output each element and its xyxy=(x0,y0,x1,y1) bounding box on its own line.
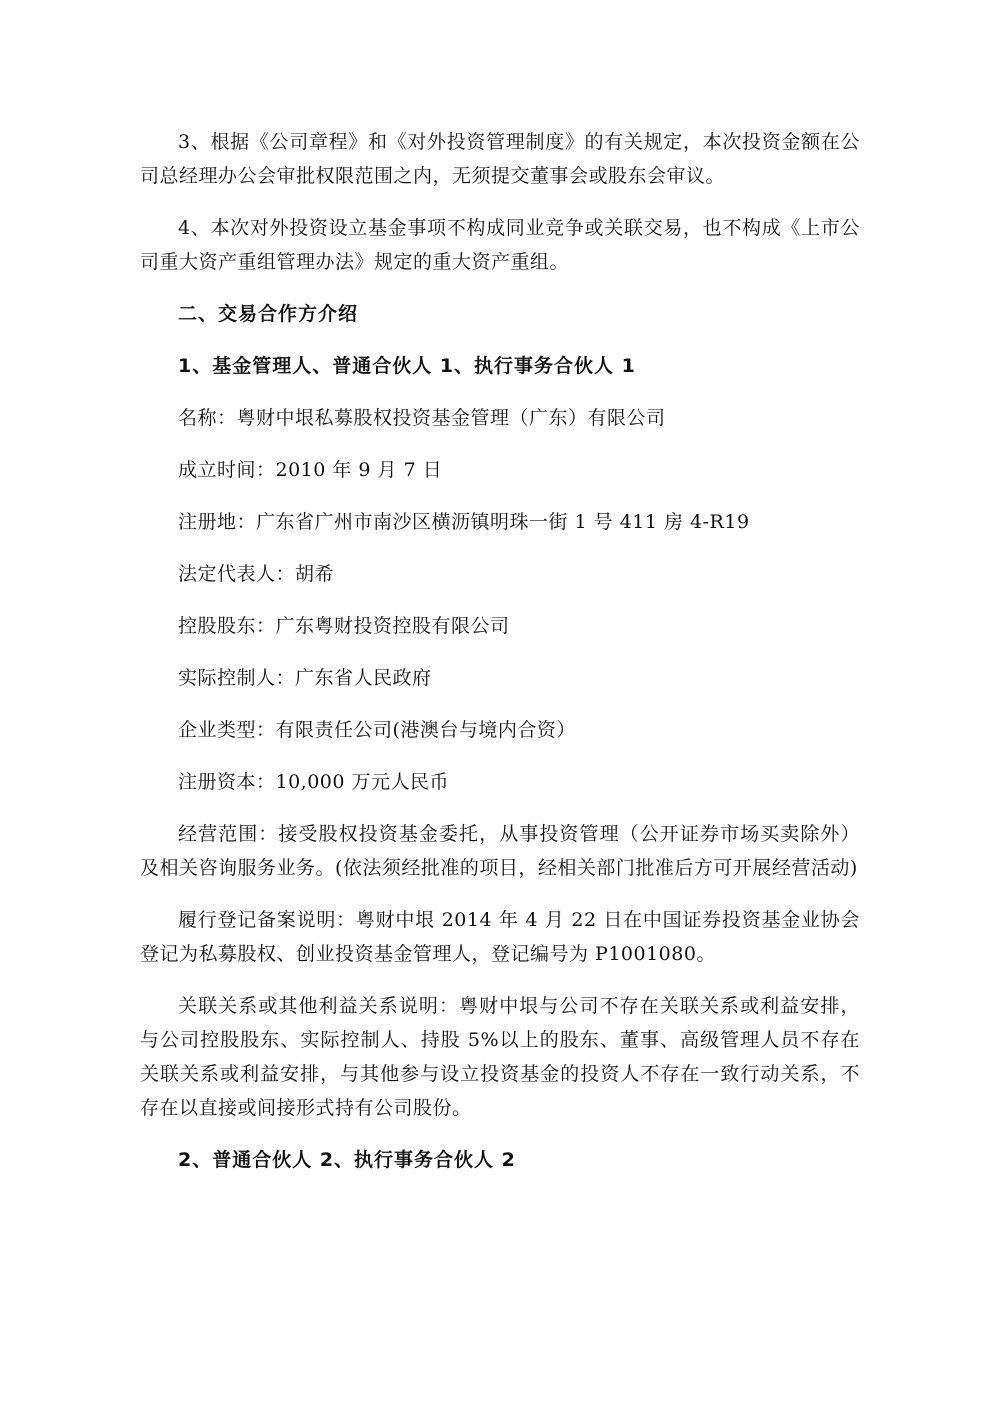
partner2-heading: 2、普通合伙人 2、执行事务合伙人 2 xyxy=(178,1149,516,1171)
partner1-registered-capital: 注册资本：10,000 万元人民币 xyxy=(178,771,450,793)
paragraph-approval-authority: 3、根据《公司章程》和《对外投资管理制度》的有关规定，本次投资金额在公司总经理办公会审批权限范围之内，无须提交董事会或股东会审议。 xyxy=(140,131,860,187)
partner1-registration-note: 履行登记备案说明：粤财中垠 2014 年 4 月 22 日在中国证券投资基金业协会登记为私募股权、创业投资基金管理人，登记编号为 P1001080。 xyxy=(140,909,860,965)
partner1-controlling-shareholder: 控股股东：广东粤财投资控股有限公司 xyxy=(178,615,510,637)
partner1-actual-controller: 实际控制人：广东省人民政府 xyxy=(178,667,432,689)
partner1-relation-note: 关联关系或其他利益关系说明：粤财中垠与公司不存在关联关系或利益安排，与公司控股股东、实际控制人、持股 5%以上的股东、董事、高级管理人员不存在关联关系或利益安排，与其他参与设立投资基金的投资人不存在一致行动关系，不存在以直接或间接形式持有公司股份。 xyxy=(140,995,860,1119)
document-body xyxy=(140,125,860,1195)
partner1-established: 成立时间：2010 年 9 月 7 日 xyxy=(178,459,443,481)
partner1-business-scope: 经营范围：接受股权投资基金委托，从事投资管理（公开证券市场买卖除外）及相关咨询服务业务。(依法须经批准的项目，经相关部门批准后方可开展经营活动) xyxy=(140,823,860,879)
partner1-enterprise-type: 企业类型：有限责任公司(港澳台与境内合资） xyxy=(178,719,576,741)
paragraph-no-related-transaction: 4、本次对外投资设立基金事项不构成同业竞争或关联交易，也不构成《上市公司重大资产重组管理办法》规定的重大资产重组。 xyxy=(140,217,860,273)
section-heading-partners: 二、交易合作方介绍 xyxy=(178,303,359,325)
partner1-heading: 1、基金管理人、普通合伙人 1、执行事务合伙人 1 xyxy=(178,355,636,377)
partner1-legal-rep: 法定代表人：胡希 xyxy=(178,563,335,585)
partner1-registered-address: 注册地：广东省广州市南沙区横沥镇明珠一街 1 号 411 房 4-R19 xyxy=(178,511,750,533)
partner1-name: 名称：粤财中垠私募股权投资基金管理（广东）有限公司 xyxy=(178,407,666,429)
